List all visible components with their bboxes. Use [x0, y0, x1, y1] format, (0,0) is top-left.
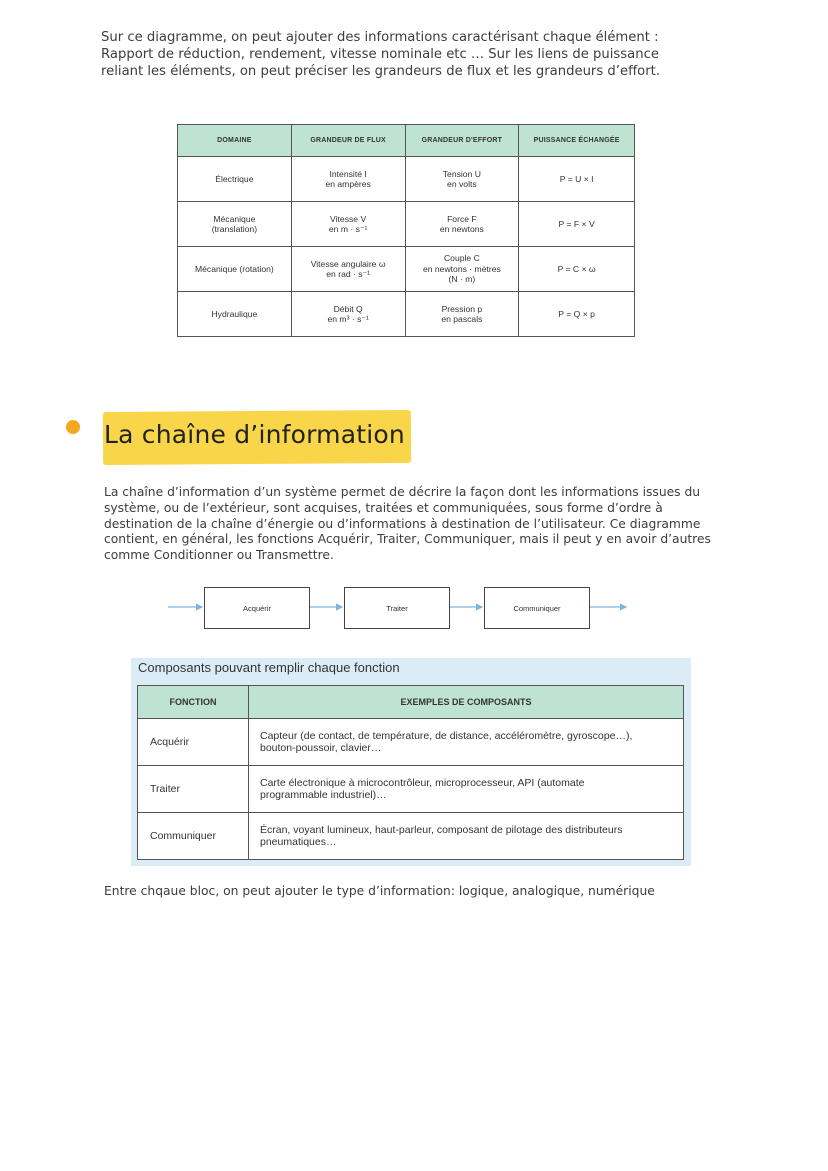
flow-block-traiter: Traiter: [344, 587, 450, 629]
cell-line: en ampères: [325, 179, 371, 189]
cell-line: Électrique: [215, 173, 254, 184]
table-row: [178, 202, 635, 247]
intro-paragraph: [101, 29, 741, 80]
table-row: [138, 719, 684, 766]
cell-line: (N · m): [448, 274, 476, 285]
header-effort: GRANDEUR D'EFFORT: [405, 125, 519, 157]
flow-block-acquerir: Acquérir: [204, 587, 310, 629]
cell-line: Débit Q: [333, 303, 363, 314]
table-header-row: [178, 125, 635, 157]
flow-block-communiquer: Communiquer: [484, 587, 590, 629]
cell-domaine: [178, 157, 292, 202]
cell-line: Écran, voyant lumineux, haut-parleur, composant de pilotage des distributeurs: [260, 823, 623, 836]
cell-exemples: [249, 813, 684, 860]
section-heading: La chaîne d’information: [104, 420, 405, 449]
cell-line: Couple C: [443, 253, 480, 264]
cell-line: en newtons: [439, 224, 484, 234]
grandeurs-table: [177, 124, 635, 337]
table-header-row: [138, 686, 684, 719]
header-puissance: PUISSANCE ÉCHANGÉE: [519, 125, 635, 157]
paragraph-line: comme Conditionner ou Transmettre.: [104, 548, 334, 563]
cell-effort: [405, 202, 519, 247]
cell-line: Mécanique (rotation): [194, 263, 274, 274]
table-row: [138, 813, 684, 860]
section-paragraph: [104, 485, 714, 564]
cell-line: Capteur (de contact, de température, de distance, accéléromètre, gyroscope…),: [260, 729, 633, 742]
header-exemples: EXEMPLES DE COMPOSANTS: [249, 686, 684, 719]
intro-line: Rapport de réduction, rendement, vitesse nominale etc … Sur les liens de puissance: [101, 47, 659, 62]
cell-effort: [405, 157, 519, 202]
table-row: [178, 157, 635, 202]
cell-fonction: Acquérir: [138, 719, 249, 766]
cell-line: programmable industriel)…: [260, 789, 387, 801]
cell-flux: [291, 202, 405, 247]
cell-line: en newtons · mètres: [422, 263, 501, 274]
table-row: [138, 766, 684, 813]
components-table: [137, 685, 684, 860]
paragraph-line: contient, en général, les fonctions Acquérir, Traiter, Communiquer, mais il peut y en avoir d’autres: [104, 532, 711, 547]
cell-effort: [405, 247, 519, 292]
cell-line: Intensité I: [329, 168, 367, 179]
cell-line: Hydraulique: [211, 308, 258, 319]
header-fonction: FONCTION: [138, 686, 249, 719]
cell-flux: [291, 247, 405, 292]
cell-line: Carte électronique à microcontrôleur, microprocesseur, API (automate: [260, 776, 585, 789]
cell-fonction: Communiquer: [138, 813, 249, 860]
cell-line: pneumatiques…: [260, 836, 337, 848]
paragraph-line: La chaîne d’information d’un système permet de décrire la façon dont les informations issues du: [104, 485, 701, 499]
cell-line: en m³ · s⁻¹: [327, 314, 369, 324]
cell-puissance: P = F × V: [519, 202, 635, 247]
cell-puissance: P = U × I: [519, 157, 635, 202]
cell-domaine: [178, 292, 292, 337]
intro-line: Sur ce diagramme, on peut ajouter des informations caractérisant chaque élément :: [101, 30, 659, 45]
cell-line: Tension U: [442, 168, 481, 179]
cell-puissance: P = Q × p: [519, 292, 635, 337]
cell-domaine: [178, 247, 292, 292]
cell-puissance: P = C × ω: [519, 247, 635, 292]
cell-line: Force F: [447, 213, 477, 224]
cell-effort: [405, 292, 519, 337]
components-title: Composants pouvant remplir chaque fonction: [138, 660, 400, 675]
cell-line: Mécanique: [213, 213, 256, 224]
cell-fonction: Traiter: [138, 766, 249, 813]
table-row: [178, 292, 635, 337]
cell-exemples: [249, 766, 684, 813]
cell-flux: [291, 292, 405, 337]
closing-sentence: Entre chqaue bloc, on peut ajouter le type d’information: logique, analogique, numérique: [104, 884, 655, 898]
cell-line: en volts: [447, 179, 477, 189]
cell-line: Vitesse V: [330, 213, 367, 224]
paragraph-line: destination de la chaîne d’énergie ou d’informations à destination de l’utilisateur. Ce diagramme: [104, 516, 701, 531]
bullet-dot-icon: [66, 420, 80, 434]
cell-line: en pascals: [441, 314, 483, 324]
table-row: [178, 247, 635, 292]
cell-line: en rad · s⁻¹: [326, 269, 370, 279]
cell-exemples: [249, 719, 684, 766]
cell-line: Pression p: [441, 303, 483, 314]
cell-flux: [291, 157, 405, 202]
header-flux: GRANDEUR DE FLUX: [291, 125, 405, 157]
cell-line: Vitesse angulaire ω: [310, 258, 386, 269]
intro-line: reliant les éléments, on peut préciser les grandeurs de flux et les grandeurs d’effort.: [101, 64, 661, 79]
paragraph-line: système, ou de l’extérieur, sont acquises, traitées et communiquées, sous forme d’ordre à: [104, 500, 663, 515]
cell-domaine: [178, 202, 292, 247]
cell-line: bouton-poussoir, clavier…: [260, 742, 382, 754]
cell-line: en m · s⁻¹: [328, 224, 368, 234]
header-domaine: DOMAINE: [178, 125, 292, 157]
cell-line: (translation): [211, 224, 258, 234]
